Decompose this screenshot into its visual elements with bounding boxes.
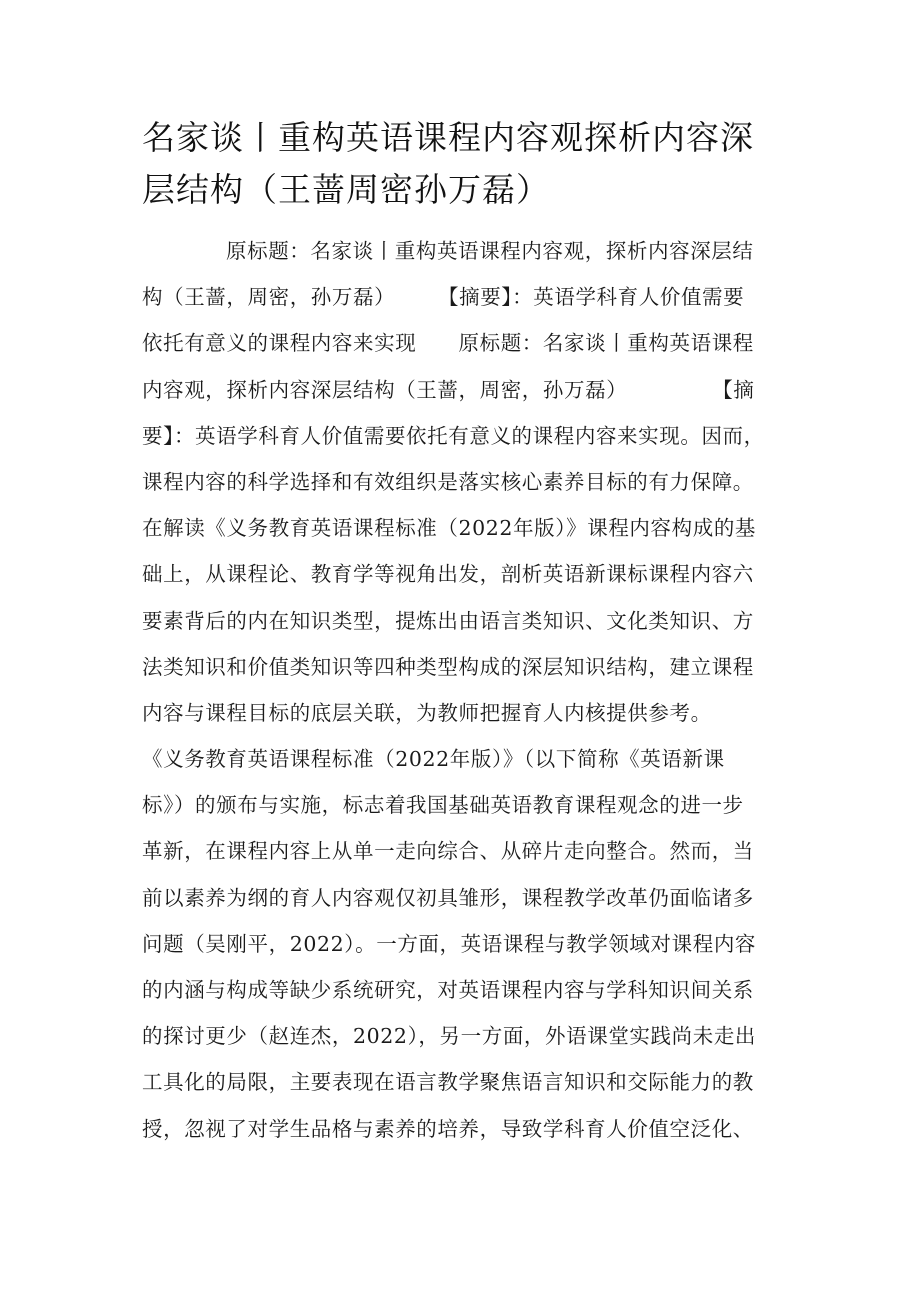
body-line: 前以素养为纲的育人内容观仅初具雏形，课程教学改革仍面临诸多	[142, 885, 754, 910]
document-title	[142, 112, 792, 216]
body-line: 革新，在课程内容上从单一走向综合、从碎片走向整合。然而，当	[142, 839, 754, 864]
body-line: 标》）的颁布与实施，标志着我国基础英语教育课程观念的进一步	[142, 793, 744, 818]
body-line: 授，忽视了对学生品格与素养的培养，导致学科育人价值空泛化、	[142, 1116, 754, 1141]
body-line: 原标题：名家谈丨重构英语课程内容观，探析内容深层结	[226, 239, 754, 263]
body-line: 内容与课程目标的底层关联，为教师把握育人内核提供参考。	[142, 700, 712, 725]
body-line: 要素背后的内在知识类型，提炼出由语言类知识、文化类知识、方	[142, 608, 754, 633]
body-line: 法类知识和价值类知识等四种类型构成的深层知识结构，建立课程	[142, 654, 754, 679]
body-line: 《义务教育英语课程标准（2022年版）》（以下简称《英语新课	[142, 747, 725, 772]
body-line: 问题（吴刚平，2022）。一方面，英语课程与教学领域对课程内容	[142, 931, 757, 956]
body-line: 内容观，探析内容深层结构（王蔷，周密，孙万磊） 【摘	[142, 377, 755, 402]
body-line: 的探讨更少（赵连杰，2022），另一方面，外语课堂实践尚未走出	[142, 1024, 757, 1049]
body-line: 在解读《义务教育英语课程标准（2022年版）》课程内容构成的基	[142, 516, 757, 541]
body-line: 础上，从课程论、教育学等视角出发，剖析英语新课标课程内容六	[142, 562, 754, 587]
body-line: 课程内容的科学选择和有效组织是落实核心素养目标的有力保障。	[142, 469, 754, 494]
document-body	[142, 228, 802, 1152]
title-line: 名家谈丨重构英语课程内容观探析内容深	[142, 118, 754, 157]
body-line: 依托有意义的课程内容来实现 原标题：名家谈丨重构英语课程	[142, 331, 754, 356]
title-line: 层结构（王蔷周密孙万磊）	[142, 170, 550, 209]
body-line: 工具化的局限，主要表现在语言教学聚焦语言知识和交际能力的教	[142, 1070, 754, 1095]
body-line: 的内涵与构成等缺少系统研究，对英语课程内容与学科知识间关系	[142, 978, 754, 1002]
body-line: 要】：英语学科育人价值需要依托有意义的课程内容来实现。因而，	[142, 423, 765, 448]
body-line: 构（王蔷，周密，孙万磊） 【摘要】：英语学科育人价值需要	[142, 285, 745, 310]
